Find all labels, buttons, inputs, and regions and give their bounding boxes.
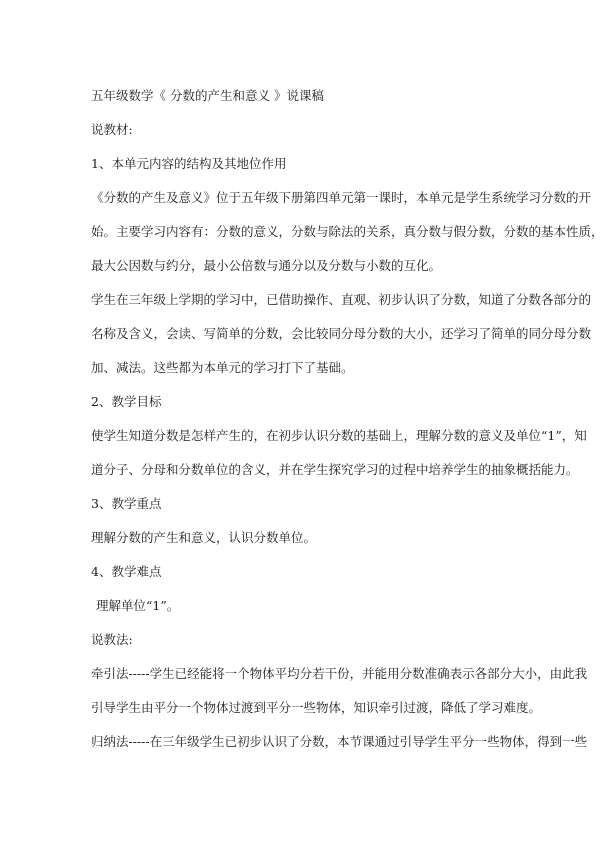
paragraph-line: 名称及含义，会读、写简单的分数，会比较同分母分数的大小，还学习了简单的同分母分数: [91, 326, 592, 341]
section-heading-objectives: 2、教学目标: [91, 394, 162, 409]
section-heading-difficulties: 4、教学难点: [91, 564, 162, 579]
paragraph-line: 《分数的产生及意义》位于五年级下册第四单元第一课时，本单元是学生系统学习分数的开: [91, 190, 592, 205]
paragraph-line: 理解分数的产生和意义，认识分数单位。: [91, 530, 317, 545]
paragraph-line: 牵引法-----学生已经能将一个物体平均分若干份，并能用分数准确表示各部分大小，由此我: [91, 666, 588, 681]
section-heading-structure: 1、本单元内容的结构及其地位作用: [91, 156, 287, 171]
section-heading-methods: 说教法:: [91, 632, 133, 647]
paragraph-line: 理解单位“1”。: [96, 598, 180, 613]
section-heading-teaching-material: 说教材:: [91, 122, 133, 137]
section-heading-key-points: 3、教学重点: [91, 496, 162, 511]
paragraph-line: 始。主要学习内容有：分数的意义，分数与除法的关系，真分数与假分数，分数的基本性质，: [91, 224, 604, 239]
paragraph-line: 归纳法-----在三年级学生已初步认识了分数，本节课通过引导学生平分一些物体，得到一些: [91, 734, 588, 749]
paragraph-line: 使学生知道分数是怎样产生的，在初步认识分数的基础上，理解分数的意义及单位“1”，知: [91, 428, 587, 443]
paragraph-line: 加、减法。这些都为本单元的学习打下了基础。: [91, 360, 354, 375]
paragraph-line: 道分子、分母和分数单位的含义，并在学生探究学习的过程中培养学生的抽象概括能力。: [91, 462, 579, 477]
paragraph-line: 引导学生由平分一个物体过渡到平分一些物体，知识牵引过渡，降低了学习难度。: [91, 700, 542, 715]
document-title: 五年级数学《 分数的产生和意义 》说课稿: [91, 88, 324, 103]
paragraph-line: 学生在三年级上学期的学习中，已借助操作、直观、初步认识了分数，知道了分数各部分的: [91, 292, 592, 307]
paragraph-line: 最大公因数与约分，最小公倍数与通分以及分数与小数的互化。: [91, 258, 442, 273]
